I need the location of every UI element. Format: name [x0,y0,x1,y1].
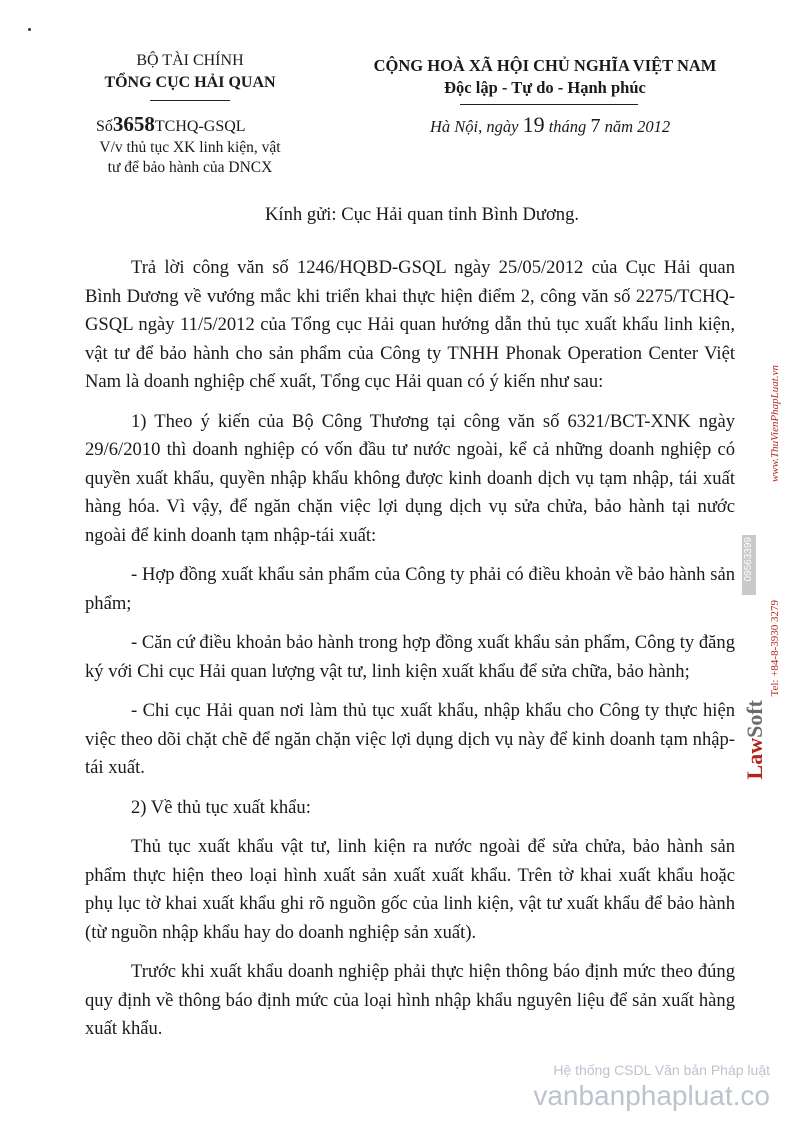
paragraph-point-2: 2) Về thủ tục xuất khẩu: [131,796,311,818]
paragraph-export-procedure: Thủ tục xuất khẩu vật tư, linh kiện ra nước ngoài để sửa chửa, bảo hành sản phẩm thực hiện theo loại hình xuất sản xuất xuất khẩu. Trên tờ khai xuất khẩu hoặc phụ lục tờ khai xuất khẩu ghi rõ nguồn gốc của linh kiện, vật tư xuất khẩu để bảo hành (từ nguồn nhập khẩu hay do doanh nghiệp sản xuất). [85,836,735,943]
subject-line-2: tư để bảo hành của DNCX [107,159,273,176]
agency-underline [150,100,230,101]
motto-underline [460,104,638,105]
paragraph-reply: Trả lời công văn số 1246/HQBD-GSQL ngày 25/05/2012 của Cục Hải quan Bình Dương về vướng mắc khi triển khai thực hiện điểm 2, công văn số 2275/TCHQ-GSQL ngày 11/5/2012 của Tổng cục Hải quan hướng dẫn thủ tục xuất khẩu linh kiện, vật tư để bảo hành cho sản phẩm của Công ty TNHH Phonak Operation Center Việt Nam là doanh nghiệp chế xuất, Tổng cục Hải quan có ý kiến như sau: [85,257,735,392]
phone-box-text: 09563399 [743,537,754,582]
sidebar-tel: Tel: +84-8-3930 3279 [769,600,781,697]
lawsoft-logo-soft: Soft [742,700,767,738]
recipient-line: Kính gửi: Cục Hải quan tỉnh Bình Dương. [265,204,580,225]
date-month-label: tháng [548,117,587,136]
subject-line-1: V/v thủ tục XK linh kiện, vật [99,139,281,156]
paragraph-bullet-registration: - Căn cứ điều khoản bảo hành trong hợp đồng xuất khẩu sản phẩm, Công ty đăng ký với Chi cục Hải quan lượng vật tư, linh kiện xuất khẩu để sửa chữa, bảo hành; [85,632,735,682]
agency-name: TỔNG CỤC HẢI QUAN [104,74,276,91]
sidebar-site: www.ThuVienPhapLuat.vn [769,365,781,482]
document-number [96,112,316,139]
date-year: năm 2012 [604,117,671,136]
lawsoft-logo [742,700,768,779]
doc-no-suffix: TCHQ-GSQL [154,118,246,135]
date-day: 19 [522,112,545,137]
paragraph-norm-notice: Trước khi xuất khẩu doanh nghiệp phải thực hiện thông báo định mức theo đúng quy định về thông báo định mức của loại hình nhập khẩu nguyên liệu để sản xuất hàng xuất khẩu. [85,961,735,1039]
paragraph-bullet-contract: - Hợp đồng xuất khẩu sản phẩm của Công ty phải có điều khoản về bảo hành sản phẩm; [85,564,735,614]
watermark-site: vanbanphapluat.co [533,1080,770,1111]
subject-block [80,138,300,178]
scan-speck [28,28,31,31]
paragraph-bullet-monitoring: - Chi cục Hải quan nơi làm thủ tục xuất khẩu, nhập khẩu cho Công ty thực hiện việc theo dõi chặt chẽ để ngăn chặn việc lợi dụng dịch vụ này để kinh doanh tạm nhập- tái xuất. [85,700,735,778]
phone-box [742,535,756,595]
doc-no-prefix: Số [96,118,113,135]
ministry-name: BỘ TÀI CHÍNH [136,52,244,69]
republic-name: CỘNG HOÀ XÃ HỘI CHỦ NGHĨA VIỆT NAM [373,56,717,75]
paragraph-point-1: 1) Theo ý kiến của Bộ Công Thương tại công văn số 6321/BCT-XNK ngày 29/6/2010 thì doanh nghiệp có vốn đầu tư nước ngoài, kể cả những doanh nghiệp có quyền xuất khẩu, quyền nhập khẩu không được kinh doanh dịch vụ tạm nhập, tái xuất hàng hóa. Vì vậy, để ngăn chặn việc lợi dụng dịch vụ sửa chửa, bảo hành tại nước ngoài để kinh doanh tạm nhập-tái xuất: [85,410,735,546]
place-date [430,112,740,140]
national-motto: Độc lập - Tự do - Hạnh phúc [444,78,646,97]
doc-no: 3658 [112,112,155,136]
letter-body [85,254,735,1044]
watermark-caption: Hệ thống CSDL Văn bản Pháp luật [553,1062,770,1078]
place-date-prefix: Hà Nội, ngày [430,117,519,136]
lawsoft-logo-law: Law [742,737,767,780]
date-month: 7 [590,115,601,137]
